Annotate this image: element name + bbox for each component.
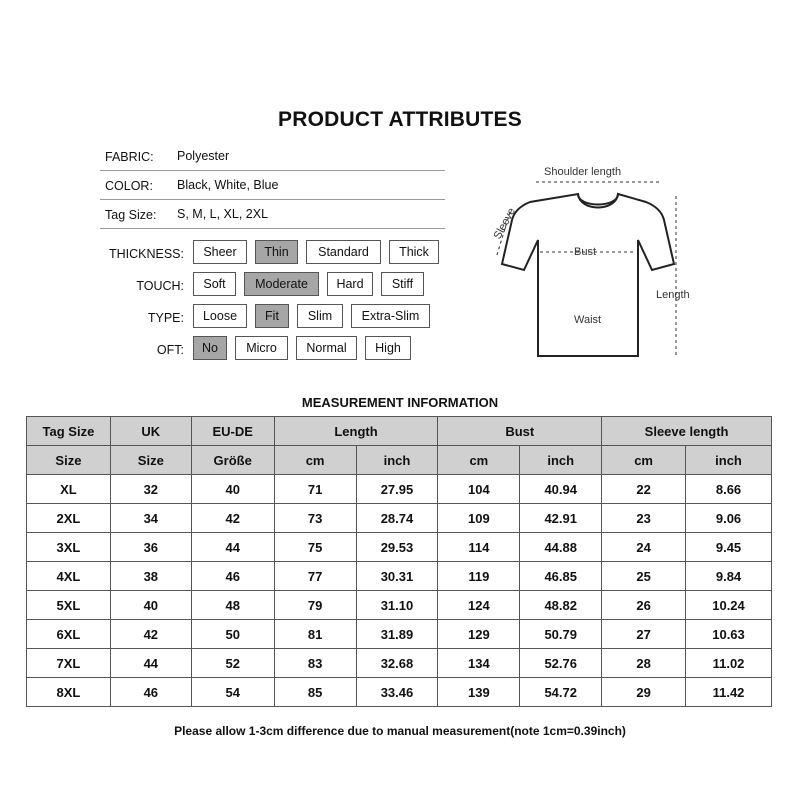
header-cell: Tag Size [27,417,111,446]
table-cell: 109 [438,504,520,533]
header-cell: Size [27,446,111,475]
header-cell: cm [602,446,686,475]
header-cell: EU-DE [191,417,274,446]
measurement-table [26,416,772,707]
header-cell: Sleeve length [602,417,772,446]
table-cell: 42.91 [520,504,602,533]
option-label: TOUCH: [136,279,184,293]
table-cell: 50.79 [520,620,602,649]
table-cell: 48 [191,591,274,620]
table-row [27,504,772,533]
table-cell: 46 [110,678,191,707]
table-cell: 40 [191,475,274,504]
table-cell: 3XL [27,533,111,562]
table-cell: 28 [602,649,686,678]
table-row [27,678,772,707]
table-cell: 27 [602,620,686,649]
page-title: PRODUCT ATTRIBUTES [278,108,522,131]
option-chip[interactable]: Loose [193,304,247,328]
tshirt-outline [502,194,674,356]
header-cell: Größe [191,446,274,475]
table-cell: 85 [274,678,356,707]
table-cell: 73 [274,504,356,533]
table-cell: 31.10 [356,591,438,620]
option-chip[interactable]: Extra-Slim [351,304,430,328]
table-cell: 79 [274,591,356,620]
table-header-row [27,417,772,446]
table-row [27,591,772,620]
option-chip[interactable]: Thick [389,240,439,264]
table-cell: 81 [274,620,356,649]
table-cell: 54 [191,678,274,707]
option-chip[interactable]: Standard [306,240,381,264]
table-cell: 71 [274,475,356,504]
table-cell: 2XL [27,504,111,533]
table-cell: 10.24 [686,591,772,620]
table-cell: 9.06 [686,504,772,533]
table-cell: 26 [602,591,686,620]
table-cell: 52 [191,649,274,678]
table-cell: 42 [110,620,191,649]
option-chip[interactable]: Slim [297,304,343,328]
table-cell: 5XL [27,591,111,620]
table-row [27,562,772,591]
table-cell: 11.42 [686,678,772,707]
table-cell: 33.46 [356,678,438,707]
measurement-title: MEASUREMENT INFORMATION [301,395,499,410]
table-cell: 11.02 [686,649,772,678]
table-cell: 9.45 [686,533,772,562]
table-cell: 9.84 [686,562,772,591]
option-chip[interactable]: Micro [235,336,288,360]
table-cell: 40 [110,591,191,620]
table-cell: 104 [438,475,520,504]
table-cell: 46.85 [520,562,602,591]
table-cell: 22 [602,475,686,504]
table-row [27,649,772,678]
bust-label: Bust [574,246,597,258]
table-cell: 114 [438,533,520,562]
length-label: Length [656,289,690,301]
attr-row-tag-size [100,200,445,229]
table-cell: 30.31 [356,562,438,591]
table-cell: 24 [602,533,686,562]
table-cell: 52.76 [520,649,602,678]
table-cell: 28.74 [356,504,438,533]
option-chip-selected[interactable]: No [193,336,227,360]
table-row [27,620,772,649]
table-cell: 27.95 [356,475,438,504]
waist-label: Waist [574,314,602,326]
option-label: OFT: [156,343,184,357]
table-cell: 23 [602,504,686,533]
header-cell: UK [110,417,191,446]
attr-label: Tag Size: [105,208,157,222]
table-subheader-row [27,446,772,475]
table-cell: 36 [110,533,191,562]
option-chip[interactable]: Normal [296,336,357,360]
table-cell: 119 [438,562,520,591]
header-cell: inch [520,446,602,475]
table-cell: 77 [274,562,356,591]
header-cell: cm [438,446,520,475]
table-cell: 40.94 [520,475,602,504]
header-cell: inch [686,446,772,475]
table-cell: 139 [438,678,520,707]
table-cell: 34 [110,504,191,533]
table-cell: 31.89 [356,620,438,649]
attr-value: Polyester [177,149,230,163]
table-cell: 50 [191,620,274,649]
table-cell: 29 [602,678,686,707]
header-cell: Size [110,446,191,475]
table-cell: 6XL [27,620,111,649]
table-cell: 129 [438,620,520,649]
option-label: THICKNESS: [108,247,184,261]
option-chip[interactable]: Stiff [381,272,424,296]
table-row [27,533,772,562]
table-cell: 124 [438,591,520,620]
table-cell: 48.82 [520,591,602,620]
table-cell: 134 [438,649,520,678]
table-cell: 8XL [27,678,111,707]
table-cell: 29.53 [356,533,438,562]
table-cell: 83 [274,649,356,678]
option-chip-selected[interactable]: Thin [255,240,298,264]
attr-label: FABRIC: [105,150,154,164]
attr-row-fabric [100,142,445,171]
header-cell: cm [274,446,356,475]
table-cell: 54.72 [520,678,602,707]
table-cell: 44 [191,533,274,562]
footer-note: Please allow 1-3cm difference due to manual measurement(note 1cm=0.39inch) [174,724,626,738]
header-cell: inch [356,446,438,475]
option-chip[interactable]: High [365,336,411,360]
table-cell: 4XL [27,562,111,591]
option-chip[interactable]: Soft [193,272,236,296]
header-cell: Bust [438,417,602,446]
table-cell: 42 [191,504,274,533]
table-cell: 44 [110,649,191,678]
header-cell: Length [274,417,438,446]
shoulder-label: Shoulder length [544,166,622,178]
option-label: TYPE: [147,311,184,325]
table-cell: 25 [602,562,686,591]
table-cell: 7XL [27,649,111,678]
table-cell: 38 [110,562,191,591]
table-cell: 10.63 [686,620,772,649]
table-cell: 32 [110,475,191,504]
attr-label: COLOR: [105,179,153,193]
attr-value: S, M, L, XL, 2XL [177,207,269,221]
table-cell: XL [27,475,111,504]
table-cell: 75 [274,533,356,562]
table-cell: 32.68 [356,649,438,678]
table-row [27,475,772,504]
option-chip-selected[interactable]: Fit [255,304,289,328]
sleeve-label: Sleeve [491,205,518,242]
table-cell: 44.88 [520,533,602,562]
option-chip-selected[interactable]: Moderate [244,272,319,296]
tshirt-measurement-diagram [488,160,708,370]
attr-row-color [100,171,445,200]
table-cell: 8.66 [686,475,772,504]
option-chip[interactable]: Hard [327,272,373,296]
attr-value: Black, White, Blue [177,178,279,192]
option-chip[interactable]: Sheer [193,240,247,264]
table-cell: 46 [191,562,274,591]
